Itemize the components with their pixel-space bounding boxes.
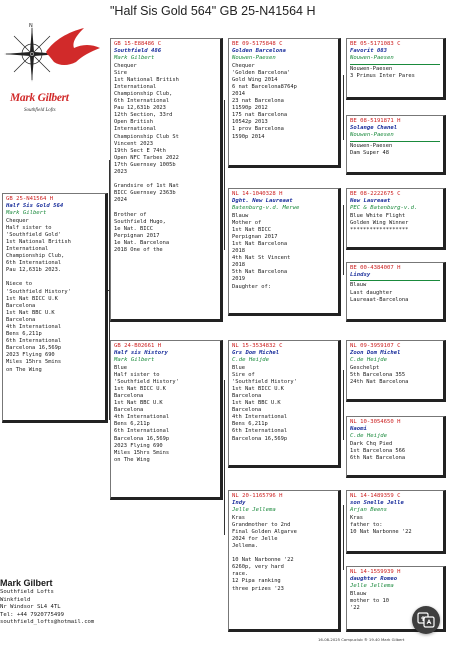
card-text-line: 2024 [114,197,127,204]
owner-name: Mark Gilbert [0,578,53,588]
card-text-line: Barcelona [114,407,144,414]
card-text-line: 19th Sect E 74th [114,147,166,154]
breeder-name: PEC & Batenburg-v.d. [350,205,418,212]
card-text-line: Barcelona [6,316,36,323]
owner-address-line: Winkfield [0,596,31,603]
card-text-line: 4th International [6,324,62,331]
ring-number: BE 08-2222675 C [350,191,401,197]
pedigree-card-subject [2,193,108,423]
card-text-line: Pau 12,631b 2023 [114,105,166,112]
card-text-line: Dark Chq Pied [350,440,393,447]
card-text-line: Sire of [232,371,255,378]
ring-number: NL 14-1559939 H [350,569,401,575]
ring-number: BE 00-4384007 H [350,265,401,271]
card-text-line: mother to 10 [350,597,389,604]
card-text-line: Barcelona 16,569p [114,435,170,442]
card-text-line: father to: [350,521,383,528]
card-text-line: Championship Club, [6,253,65,260]
connector-gen3-d [343,505,344,570]
pedigree-card-dam-dam [228,490,341,632]
card-text-line: Final Golden Algarve [232,528,297,535]
card-text-line: three prizes '23 [232,585,284,592]
card-text-line: 24th Nat Barcelona [350,378,409,385]
breeder-name: C.de Heijde [350,433,388,440]
card-text-line: 17th Guernsey 1005b [114,161,176,168]
pedigree-card-dsd [346,416,446,478]
connector-gen3-c [343,370,344,440]
card-text-line: 1590p 2014 [232,133,265,140]
ring-number: NL 14-1040328 H [232,191,283,197]
bird-name: Half sis History [114,350,168,357]
card-text-line: 2023 Flying 690 [6,352,55,359]
card-text-line [232,550,335,557]
pedigree-card-sire-sire [228,38,341,168]
card-text-line: Blue [232,364,245,371]
card-text-line: Open NFC Tarbes 2022 [114,154,179,161]
card-text-line: 'Golden Barcelona' [232,69,291,76]
card-text-line: Chequer [6,217,29,224]
card-text-line: Perpignan 2017 [114,232,160,239]
card-text-line: Southfield Hugo, [114,218,166,225]
bird-name: Favorit 083 [350,48,388,55]
card-text-line: 'Southfield History' [114,378,179,385]
connector-gen3-a [343,75,344,140]
card-text-line: Championship Club St [114,133,179,140]
breeder-name: Mark Gilbert [114,55,155,62]
card-text-line: 10 Nat Narbonne '22 [232,557,294,564]
card-text-line: Blauw [350,282,367,289]
breeder-name: Jelle Jellema [350,583,394,590]
ring-number: NL 20-1165796 H [232,493,283,499]
card-text-line: Brother of [114,211,147,218]
card-text-line: 1st National British [6,238,71,245]
ring-number: NL 14-1489359 C [350,493,401,499]
card-text-line: Championship Club, [114,90,173,97]
breeder-name: Nouwen-Paesen [350,55,394,62]
svg-text:N: N [29,23,33,29]
card-text-line: Blauw [350,590,367,597]
card-text-line: 2019 [232,276,245,283]
pedigree-card-sds [346,188,446,250]
ring-number: GB 25-N41564 H [6,196,54,202]
card-text-line: 1e Nat. BICC [114,225,153,232]
card-text-line: Grandmother to 2nd [232,521,291,528]
card-text-line: Sire [114,69,127,76]
card-text-line: ****************** [350,226,409,233]
pedigree-card-ssd [346,115,446,175]
breeder-name: C.de Heijde [232,357,270,364]
bird-name: Lindsy [350,272,371,279]
pedigree-card-dds [346,490,446,554]
card-text-line: Daughter of: [232,283,271,290]
card-text-line: Barcelona 16,569p [232,435,288,442]
card-text-line [114,176,217,183]
translate-icon [412,606,440,634]
owner-address-line: Southfield Lofts [0,589,54,595]
card-text-line: Blue [114,364,127,371]
card-text-line: 23 nat Barcelona [232,98,284,105]
card-text-line: Blauw [232,212,249,219]
card-text-line: 3 Primus Inter Pares [350,72,415,79]
card-text-line: Mother of [232,219,262,226]
card-text-line: Laureaat-Barcelona [350,296,409,303]
card-text-line: International [114,126,157,133]
card-text-line: 6th International [114,428,170,435]
card-text-line: 2023 [114,169,127,176]
pedigree-card-sire [110,38,223,322]
ring-number: NL 10-3054650 H [350,419,401,425]
card-text-line: Miles 15hrs 5mins [6,359,62,366]
logo [2,22,106,113]
breeder-name: Jelle Jellema [232,507,276,514]
card-text-line: on The Wing [6,366,42,373]
card-text-line: Half sister to [114,371,160,378]
card-text-line: Chequer [232,62,255,69]
card-text-line: 6th International [114,98,170,105]
card-text-line: 6260p, very hard [232,564,284,571]
breeder-name: Nouwen-Paesen [232,55,276,62]
bird-name: Half Sis Gold 564 [6,203,64,210]
card-text-line: 1st Nat BBC U.K [114,400,163,407]
card-text-line: 10 Nat Narbonne '22 [350,528,412,535]
card-text-line: 11590p 2012 [232,105,268,112]
card-text-line: Gold Wing 2014 [232,76,278,83]
breeder-name: C.de Heijde [350,357,388,364]
divider [350,64,440,65]
card-text-line: Open British [114,119,153,126]
compass-pigeon-logo-icon [2,22,106,100]
card-text-line: 'Southfield History' [6,288,71,295]
card-text-line: Golden Wing Winner [350,219,409,226]
card-text-line: 4th Nat St Vincent [232,255,291,262]
card-text-line: 1st Nat BBC U.K [232,400,281,407]
card-text-line: International [114,83,157,90]
card-text-line: Bens 6,211p [6,331,42,338]
bird-name: Grs Dom Michel [232,350,280,357]
pedigree-card-sdd [346,262,446,322]
bird-name: Zoon Dom Michel [350,350,401,357]
pedigree-card-dam [110,340,223,500]
card-text-line: Blue White Flight [350,212,406,219]
card-text-line: 1 prov Barcelona [232,126,284,133]
card-text-line: '22 [350,604,360,611]
divider [350,141,440,142]
connector-gen2-dam [224,380,225,535]
ring-number: BE 05-5171083 C [350,41,401,47]
card-text-line: 6th International [6,260,62,267]
pedigree-card-sire-dam [228,188,341,316]
card-text-line: Vincent 2023 [114,140,153,147]
card-text-line: 1st Nat BICC U.K [232,385,284,392]
card-text-line: 6th International [232,428,288,435]
card-text-line: 12 Pipa ranking [232,578,281,585]
owner-email[interactable]: southfield_lofts@hotmail.com [0,619,95,626]
card-text-line: 1e Nat. Barcelona [114,239,170,246]
card-text-line: 6th Nat Barcelona [350,454,406,461]
card-text-line: 4th International [232,414,288,421]
card-text-line: 5th Nat Barcelona [232,269,288,276]
card-text-line: BICC Guernsey 2363b [114,190,176,197]
card-text-line: Barcelona 16,569p [6,345,62,352]
card-text-line: 1st Nat BICC U.K [114,385,166,392]
bird-name: son Snelle Jelle [350,500,404,507]
ring-number: BE 09-5175848 C [232,41,283,47]
card-text-line: 12th Section, 33rd [114,112,173,119]
card-text-line: 6 nat Barcelona8764p [232,83,297,90]
bird-name: New Laureaat [350,198,391,205]
card-text-line: 1st Nat BBC U.K [6,309,55,316]
logo-subtitle: Southfield Lofts [24,108,56,113]
card-text-line: 1st Nat BICC U.K [6,295,58,302]
logo-name: Mark Gilbert [10,92,69,104]
card-text-line: Barcelona [6,302,36,309]
owner-address-line: Nr Windsor SL4 4TL [0,604,61,611]
card-text-line: Kras [232,514,245,521]
card-text-line: Bens 6,211p [114,421,150,428]
card-text-line: 2024 for Jelle [232,535,278,542]
owner-phone: Tel: +44 7920775499 [0,611,64,618]
card-text-line: 10542p 2013 [232,119,268,126]
card-text-line: 1st Nat Barcelona [232,240,288,247]
ring-number: BE 08-5191871 H [350,118,401,124]
card-text-line: Miles 15hrs 5mins [114,449,170,456]
card-text-line: International [6,245,49,252]
card-text-line: Grandsire of 1st Nat [114,183,179,190]
card-text-line: Half sister to [6,224,52,231]
card-text-line: 'Southfield Gold' [6,231,62,238]
ring-number: GB 15-E88486 C [114,41,162,47]
connector-gen2-sire [224,100,225,250]
card-text-line: Last daughter [350,289,393,296]
translate-button[interactable] [412,606,440,634]
card-text-line: 'Southfield History' [232,378,297,385]
card-text-line: Nouwen-Paesen [350,65,393,72]
ring-number: GB 24-B02661 H [114,343,162,349]
card-text-line: Nouwen-Paesen [350,142,393,149]
pedigree-card-dss [346,340,446,402]
card-text-line: 1st National British [114,76,179,83]
card-text-line: 4th International [114,414,170,421]
breeder-name: Nouwen-Paesen [350,132,394,139]
breeder-name: Mark Gilbert [114,357,155,364]
pedigree-card-dam-sire [228,340,341,468]
bird-name: Indy [232,500,246,507]
card-text-line: Jellema. [232,542,258,549]
card-text-line: Dam Super 48 [350,149,389,156]
card-text-line: 5th Barcelona 355 [350,371,406,378]
card-text-line: Geschelpt [350,364,380,371]
owner-contact [0,577,110,627]
card-text-line: Barcelona [232,407,262,414]
breeder-name: Batenburg-v.d. Merwe [232,205,300,212]
card-text-line: Kras [350,514,363,521]
pedigree-title: "Half Sis Gold 564" GB 25-N41564 H [110,4,316,18]
footer-stamp: 16-08-2025 Compuclub ® 19.40 Mark Gilbert [318,637,405,642]
card-text-line: 2018 One of the [114,247,163,254]
card-text-line: race. [232,571,249,578]
bird-name: Dght. New Laureaat [232,198,293,205]
card-text-line [114,204,217,211]
card-text-line: 2023 Flying 690 [114,442,163,449]
card-text-line: Pau 12,631b 2023. [6,267,62,274]
card-text-line: 1st Nat BICC [232,226,271,233]
card-text-line: 2018 [232,262,245,269]
breeder-name: Arjan Beens [350,507,388,514]
bird-name: Naomi [350,426,367,433]
pedigree-card-sss [346,38,446,100]
card-text-line: Barcelona [232,392,262,399]
card-text-line: 1st Barcelona 566 [350,447,406,454]
card-text-line: Perpignan 2017 [232,233,278,240]
card-text-line: 175 nat Barcelona [232,112,288,119]
card-text-line: Bens 6,211p [232,421,268,428]
divider [350,280,440,281]
ring-number: NL 09-3959107 C [350,343,401,349]
bird-name: Southfield 486 [114,48,162,55]
bird-name: Golden Barcelona [232,48,286,55]
ring-number: NL 15-3534832 C [232,343,283,349]
breeder-name: Mark Gilbert [6,210,47,217]
bird-name: Solange Chanel [350,125,398,132]
card-text-line: 2018 [232,248,245,255]
card-text-line [6,274,102,281]
card-text-line: Niece to [6,281,32,288]
card-text-line: on The Wing [114,456,150,463]
connector-gen3-b [343,205,344,275]
bird-name: daughter Romeo [350,576,398,583]
card-text-line: Barcelona [114,392,144,399]
card-text-line: 2014 [232,90,245,97]
card-text-line: 6th International [6,338,62,345]
card-text-line: Chequer [114,62,137,69]
